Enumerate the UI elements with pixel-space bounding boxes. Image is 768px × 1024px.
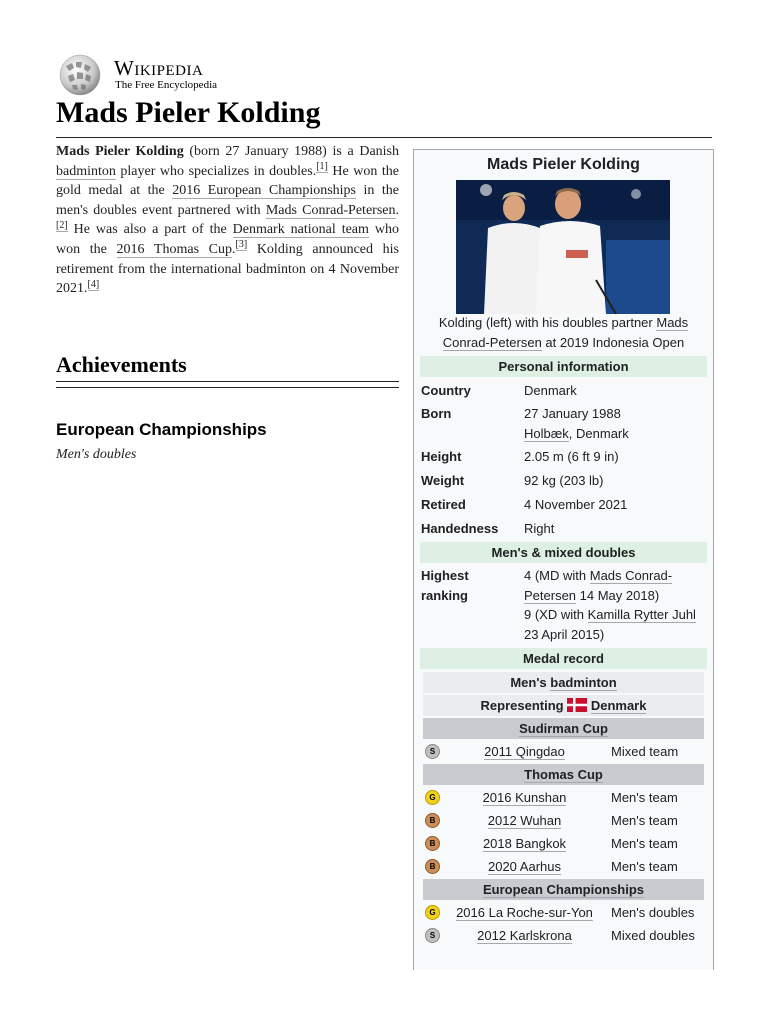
thomas-cup-header bbox=[423, 764, 704, 785]
medal-event-link[interactable]: 2011 Qingdao bbox=[484, 744, 565, 759]
handedness-value: Right bbox=[524, 521, 555, 536]
medal-row bbox=[423, 856, 704, 877]
ref-2[interactable]: [2] bbox=[56, 219, 68, 231]
medal-event-link[interactable]: 2020 Aarhus bbox=[487, 859, 561, 874]
rank-link-kamilla[interactable]: Kamilla Rytter Juhl bbox=[587, 607, 696, 622]
title-divider bbox=[56, 137, 712, 138]
link-badminton[interactable]: badminton bbox=[56, 163, 116, 179]
european-championships-header bbox=[423, 879, 704, 900]
medal-event-link[interactable]: 2012 Wuhan bbox=[487, 813, 562, 828]
lead-text: He was also a part of the bbox=[67, 222, 233, 238]
lead-text: . bbox=[232, 241, 236, 257]
sport-text: Men's bbox=[510, 675, 551, 690]
medal-category: Men's team bbox=[611, 813, 678, 828]
caption-text: Kolding (left) with his doubles partner bbox=[438, 315, 657, 330]
caption-link-mads[interactable]: Mads Conrad-Petersen bbox=[442, 315, 689, 350]
country-label: Country bbox=[421, 383, 471, 398]
bronze-medal-icon: B bbox=[425, 836, 440, 851]
retired-value: 4 November 2021 bbox=[524, 497, 628, 512]
rank-text: 4 (MD with bbox=[524, 568, 590, 583]
representing-text: Representing bbox=[480, 698, 568, 713]
born-country: , Denmark bbox=[568, 425, 629, 441]
wikipedia-logo[interactable] bbox=[56, 54, 256, 96]
country-value: Denmark bbox=[524, 383, 577, 398]
born-value bbox=[524, 404, 709, 443]
sport-row bbox=[423, 672, 704, 693]
medal-row bbox=[423, 833, 704, 854]
bronze-medal-icon: B bbox=[425, 859, 440, 874]
wikipedia-globe-icon bbox=[56, 54, 104, 96]
link-denmark[interactable]: Denmark bbox=[590, 698, 647, 713]
denmark-flag-icon bbox=[567, 698, 587, 712]
medal-category: Mixed team bbox=[611, 744, 679, 759]
subject-name: Mads Pieler Kolding bbox=[56, 144, 184, 159]
tagline: The Free Encyclopedia bbox=[115, 79, 218, 91]
medal-event-link[interactable]: 2016 Kunshan bbox=[482, 790, 567, 805]
medal-row bbox=[423, 810, 704, 831]
ref-3[interactable]: [3] bbox=[235, 239, 248, 251]
lead-text: (born 27 January 1988) is a Danish bbox=[183, 144, 399, 159]
medal-category: Men's team bbox=[611, 790, 678, 805]
medal-row bbox=[423, 902, 704, 923]
rank-link-mads[interactable]: Mads Conrad-Petersen bbox=[524, 568, 673, 603]
achievements-heading: Achievements bbox=[56, 352, 187, 377]
section-divider bbox=[56, 381, 399, 388]
link-thomas-cup-section[interactable]: Thomas Cup bbox=[524, 767, 603, 782]
medal-category: Men's team bbox=[611, 836, 678, 851]
silver-medal-icon: S bbox=[425, 744, 440, 759]
born-label: Born bbox=[421, 406, 452, 421]
born-date: 27 January 1988 bbox=[524, 406, 621, 421]
rank-text: 9 (XD with bbox=[524, 607, 588, 622]
sudirman-cup-header bbox=[423, 718, 704, 739]
european-championships-heading: European Championships bbox=[56, 420, 267, 439]
link-european-championships[interactable]: 2016 European Championships bbox=[172, 183, 357, 199]
lead-text: Kolding announced his retirement from the international badminton on 4 November 2021. bbox=[56, 241, 399, 297]
medal-event-link[interactable]: 2012 Karlskrona bbox=[477, 928, 572, 943]
ranking-value bbox=[524, 566, 709, 644]
doubles-header: Men's & mixed doubles bbox=[420, 542, 707, 563]
medal-category: Men's team bbox=[611, 859, 678, 874]
medal-record-header: Medal record bbox=[420, 648, 707, 669]
gold-medal-icon: G bbox=[425, 905, 440, 920]
medal-event-link[interactable]: 2016 La Roche-sur-Yon bbox=[456, 905, 593, 920]
gold-medal-icon: G bbox=[425, 790, 440, 805]
lead-text: who won the bbox=[56, 222, 399, 257]
link-mads-conrad-petersen[interactable]: Mads Conrad-Petersen bbox=[265, 202, 396, 218]
height-label: Height bbox=[421, 449, 462, 464]
medal-row bbox=[423, 741, 704, 762]
link-holbaek[interactable]: Holbæk bbox=[524, 425, 569, 441]
rank-text: 14 May 2018) bbox=[576, 587, 660, 603]
rank-text: 23 April 2015) bbox=[524, 626, 605, 642]
lead-text: . bbox=[395, 202, 399, 218]
ref-1[interactable]: [1] bbox=[316, 160, 328, 172]
medal-event-link[interactable]: 2018 Bangkok bbox=[482, 836, 567, 851]
lead-text: in the men's doubles event partnered with bbox=[56, 183, 399, 218]
medal-row bbox=[423, 925, 704, 946]
representing-row bbox=[423, 695, 704, 716]
weight-value: 92 kg (203 lb) bbox=[524, 473, 604, 488]
link-thomas-cup[interactable]: 2016 Thomas Cup bbox=[116, 241, 232, 257]
link-sport-badminton[interactable]: badminton bbox=[550, 675, 617, 690]
lead-text: He won the gold medal at the bbox=[56, 163, 399, 199]
infobox bbox=[413, 149, 714, 970]
weight-label: Weight bbox=[421, 473, 465, 488]
retired-label: Retired bbox=[421, 497, 466, 512]
link-sudirman-cup[interactable]: Sudirman Cup bbox=[519, 721, 608, 736]
caption-text: at 2019 Indonesia Open bbox=[541, 334, 685, 350]
wordmark: Wikipedia bbox=[114, 56, 204, 80]
bronze-medal-icon: B bbox=[425, 813, 440, 828]
medal-category: Men's doubles bbox=[611, 905, 695, 920]
silver-medal-icon: S bbox=[425, 928, 440, 943]
medal-category: Mixed doubles bbox=[611, 928, 695, 943]
lead-paragraph bbox=[56, 142, 399, 299]
height-value: 2.05 m (6 ft 9 in) bbox=[524, 449, 619, 464]
player-photo[interactable] bbox=[456, 180, 670, 314]
infobox-title: Mads Pieler Kolding bbox=[487, 156, 640, 173]
page-title: Mads Pieler Kolding bbox=[56, 96, 321, 129]
handedness-label: Handedness bbox=[421, 521, 499, 536]
ref-4[interactable]: [4] bbox=[87, 278, 100, 290]
photo-caption bbox=[426, 313, 701, 352]
ranking-label: Highest ranking bbox=[421, 568, 469, 603]
personal-info-header: Personal information bbox=[420, 356, 707, 377]
link-denmark-team[interactable]: Denmark national team bbox=[232, 222, 369, 238]
link-european-championships-section[interactable]: European Championships bbox=[482, 882, 645, 897]
lead-text: player who specializes in doubles. bbox=[115, 163, 317, 179]
mens-doubles-note: Men's doubles bbox=[56, 447, 137, 462]
medal-row bbox=[423, 787, 704, 808]
